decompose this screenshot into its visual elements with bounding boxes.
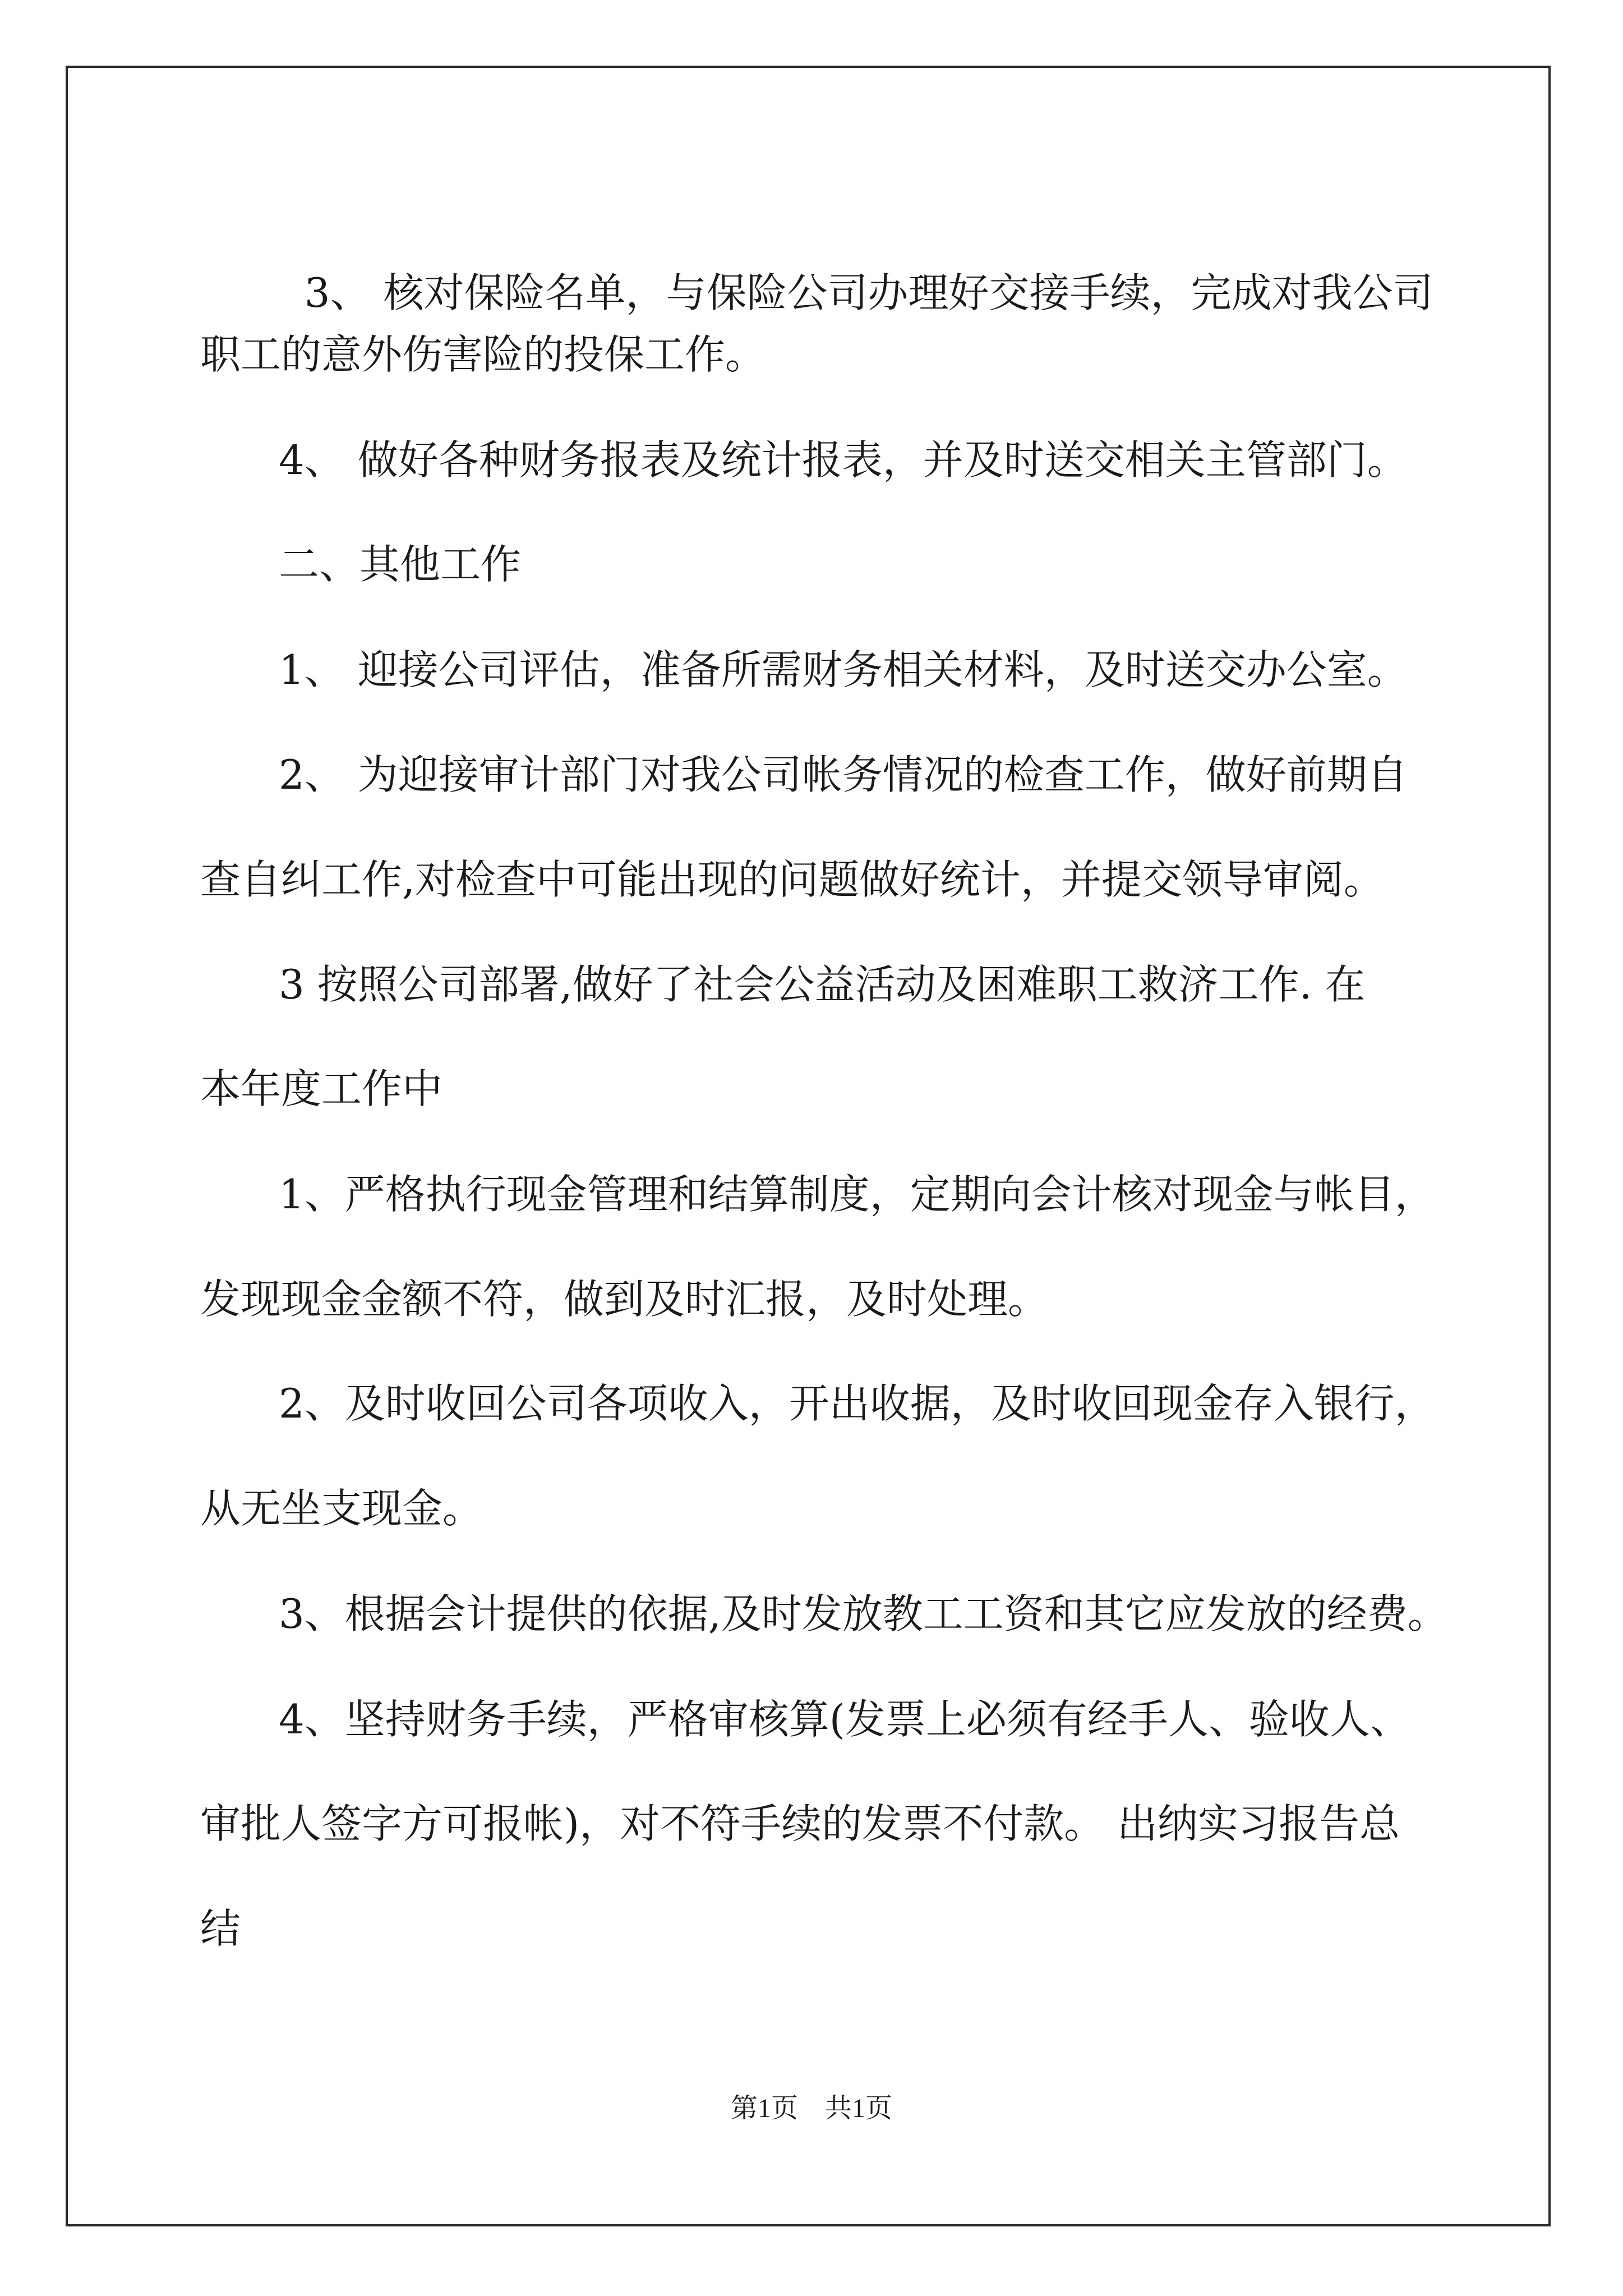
paragraph-5-line-2: 本年度工作中 bbox=[200, 1065, 443, 1112]
page-number-footer: 第1页 共1页 bbox=[730, 2093, 892, 2123]
paragraph-7-line-1: 2、及时收回公司各项收入，开出收据，及时收回现金存入银行， bbox=[279, 1380, 1435, 1427]
paragraph-9-line-1: 4、坚持财务手续，严格审核算(发票上必须有经手人、验收人、 bbox=[279, 1696, 1410, 1743]
page-border bbox=[66, 66, 1551, 2226]
paragraph-1-line-1: 3、 核对保险名单，与保险公司办理好交接手续，完成对我公司 bbox=[304, 269, 1433, 316]
paragraph-6-line-1: 1、严格执行现金管理和结算制度，定期向会计核对现金与帐目， bbox=[279, 1171, 1435, 1218]
paragraph-9-line-2: 审批人签字方可报帐)，对不符手续的发票不付款。 出纳实习报告总 bbox=[200, 1800, 1400, 1847]
paragraph-2: 4、 做好各种财务报表及统计报表，并及时送交相关主管部门。 bbox=[279, 436, 1408, 484]
paragraph-4-line-2: 查自纠工作,对检查中可能出现的问题做好统计，并提交领导审阅。 bbox=[200, 856, 1384, 903]
paragraph-8: 3、根据会计提供的依据,及时发放教工工资和其它应发放的经费。 bbox=[279, 1590, 1448, 1637]
section-heading-other-work: 二、其他工作 bbox=[279, 541, 522, 588]
paragraph-6-line-2: 发现现金金额不符，做到及时汇报，及时处理。 bbox=[200, 1276, 1049, 1323]
paragraph-1-line-2: 职工的意外伤害险的投保工作。 bbox=[200, 331, 766, 378]
paragraph-3: 1、 迎接公司评估，准备所需财务相关材料，及时送交办公室。 bbox=[279, 646, 1408, 693]
paragraph-4-line-1: 2、 为迎接审计部门对我公司帐务情况的检查工作，做好前期自 bbox=[279, 751, 1408, 798]
paragraph-1 bbox=[279, 232, 1433, 316]
paragraph-9-line-3: 结 bbox=[200, 1905, 241, 1952]
paragraph-5-line-1: 3 按照公司部署,做好了社会公益活动及困难职工救济工作. 在 bbox=[279, 961, 1366, 1008]
paragraph-7-line-2: 从无坐支现金。 bbox=[200, 1485, 483, 1532]
